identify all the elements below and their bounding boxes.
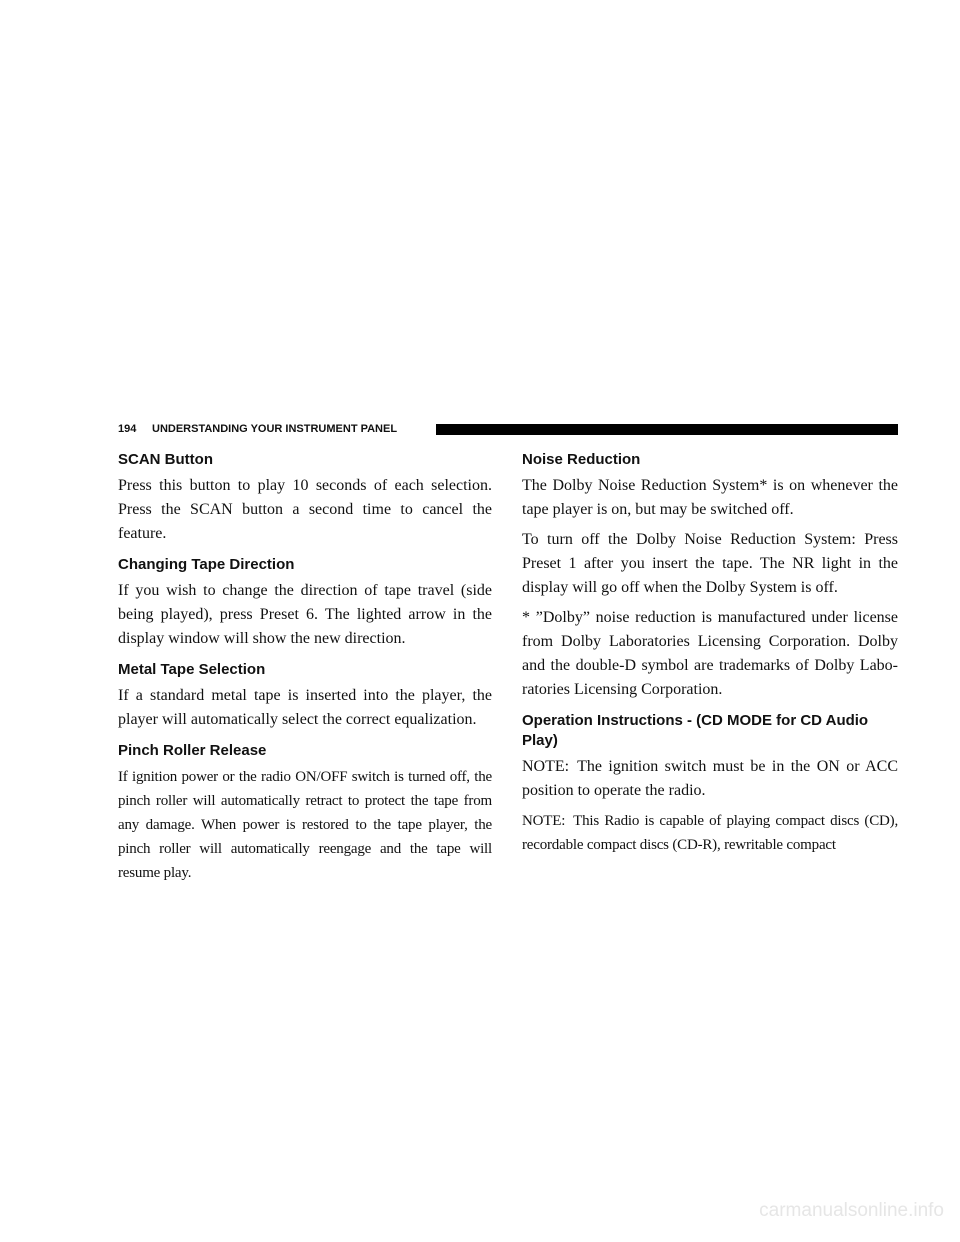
metal-tape-text: If a standard metal tape is inserted into the player, the player will automatically select the correct equalization.	[118, 687, 492, 728]
note-label: NOTE:	[522, 758, 570, 775]
scan-button-text: Press this button to play 10 seconds of each selection. Press the SCAN button a second time to cancel the feature.	[118, 477, 492, 542]
tape-direction-text: If you wish to change the direction of tape travel (side being played), press Preset 6. The lighted arrow in the display window will show the new direction.	[118, 582, 492, 647]
cd-operation-heading: Operation Instructions - (CD MODE for CD Audio Play)	[522, 712, 869, 749]
dolby-license-note: * ”Dolby” noise reduction is manufactured under license from Dolby Laboratories Licensing Corporation. Dolby and the double-D symbol are trademarks of Dolby Labo-ratories Licensing Corporation.	[522, 609, 898, 698]
tape-direction-heading: Changing Tape Direction	[118, 556, 295, 573]
metal-tape-heading: Metal Tape Selection	[118, 661, 266, 678]
section-title: UNDERSTANDING YOUR INSTRUMENT PANEL	[152, 423, 398, 435]
pinch-roller-heading: Pinch Roller Release	[118, 742, 267, 759]
noise-reduction-heading: Noise Reduction	[522, 451, 641, 468]
header-rule-bar	[436, 424, 898, 435]
noise-reduction-para-2: To turn off the Dolby Noise Reduction System: Press Preset 1 after you insert the tape. The NR light in the display will go off when the Dolby System is off.	[522, 531, 898, 596]
site-watermark: carmanualsonline.info	[759, 1200, 944, 1221]
note-cd-formats	[522, 809, 898, 857]
noise-reduction-para-1: The Dolby Noise Reduction System* is on whenever the tape player is on, but may be switched off.	[522, 477, 898, 518]
note-cd-formats-text: This Radio is capable of playing compact discs (CD), recordable compact discs (CD-R), rewritable compact	[522, 813, 898, 853]
note-ignition	[522, 755, 898, 803]
note-label: NOTE:	[522, 813, 566, 829]
scan-button-heading: SCAN Button	[118, 451, 213, 468]
pinch-roller-text: If ignition power or the radio ON/OFF switch is turned off, the pinch roller will automatically retract to protect the tape from any damage. When power is restored to the tape player, the pinch roller will automatically reengage and the tape will resume play.	[118, 769, 492, 881]
right-column	[522, 450, 898, 863]
note-ignition-text: The ignition switch must be in the ON or ACC position to operate the radio.	[522, 758, 898, 799]
page-header	[118, 424, 898, 436]
page-number: 194	[118, 423, 137, 435]
left-column	[118, 450, 492, 891]
